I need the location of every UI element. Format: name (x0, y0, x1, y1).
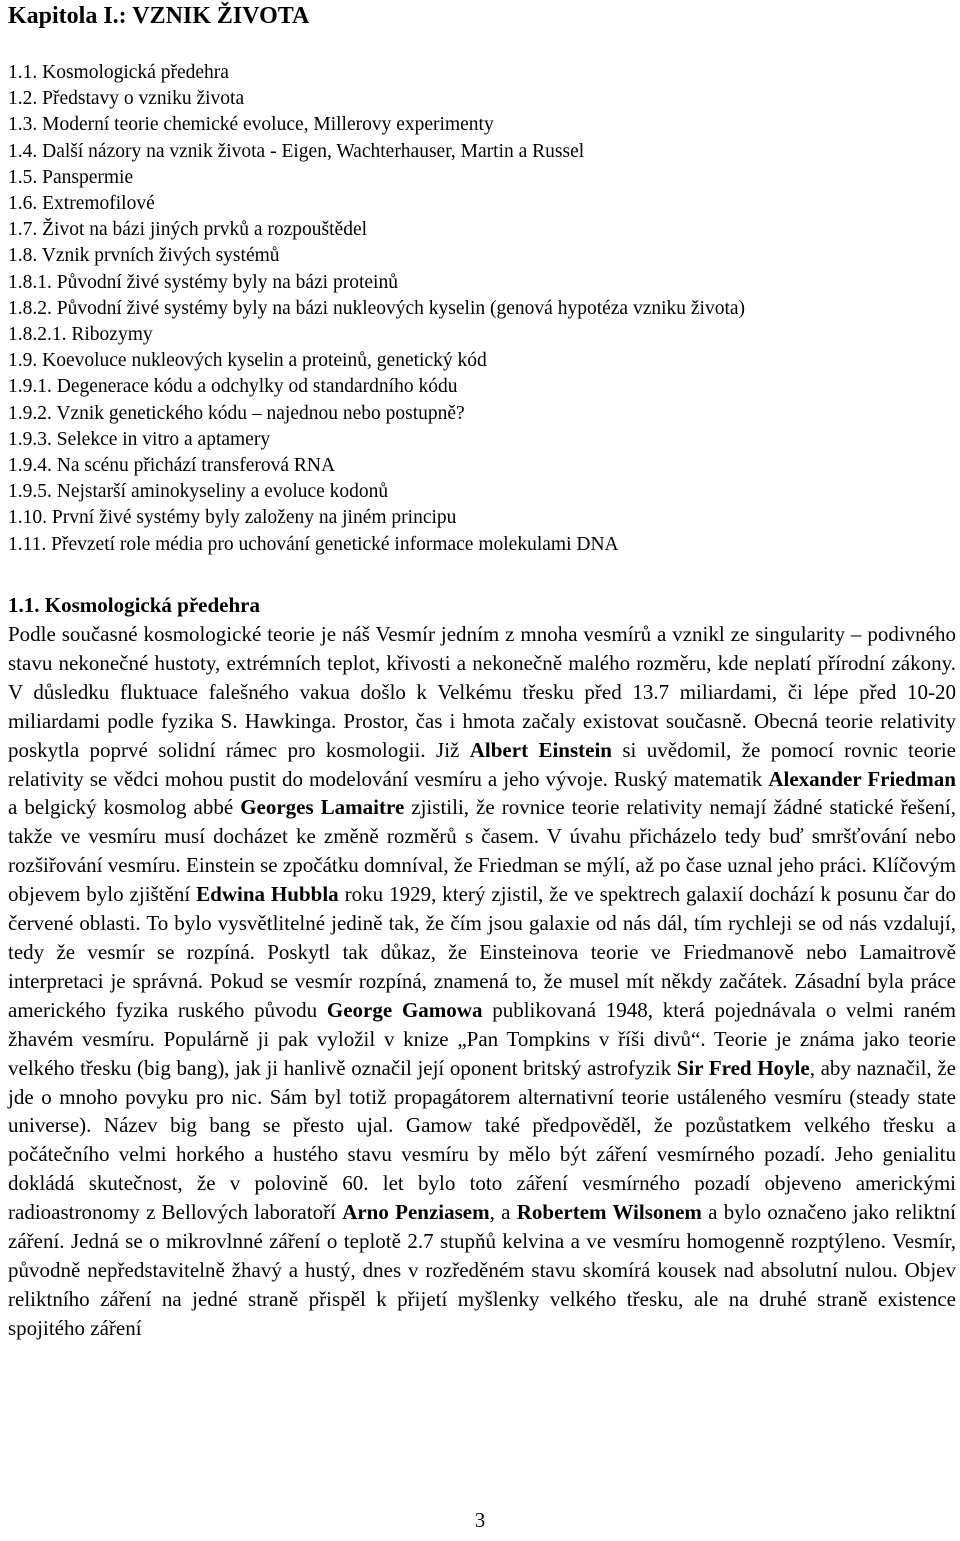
body-paragraph (8, 620, 956, 1343)
bold-name: Albert Einstein (469, 737, 612, 762)
toc-item: 1.10. První živé systémy byly založeny na jiném principu (8, 507, 457, 529)
bold-name: Alexander Friedman (768, 766, 956, 791)
bold-name: Robertem Wilsonem (516, 1200, 702, 1225)
bold-name: George Gamowa (326, 997, 483, 1022)
text-run: a bylo označeno jako reliktní záření. Jedná se o mikrovlnné záření o teplotě 2.7 stupňů kelvina a ve vesmíru homogenně rozptýleno. Vesmír, původně nepředstavitelně žhavý a hustý, dnes v rozředěném stavu skomírá kousek nad absolutní nulou. Objev reliktního záření na jedné straně přispěl k přijetí myšlenky velkého třesku, ale na druhé straně existence spojitého záření (8, 1200, 957, 1340)
section-heading: 1.1. Kosmologická předehra (8, 593, 260, 617)
text-run: zjistili, že rovnice teorie relativity nemají žádné statické řešení, takže ve vesmíru musí docházet ke změně rozměrů s časem. V úvahu přicházelo tedy buď smršťování nebo rozšiřování vesmíru. Einstein se zpočátku domníval, že Friedman se mýlí, až po čase uznal jeho práci. Klíčovým objevem bylo zjištění (8, 795, 957, 907)
bold-name: Arno Penziasem (342, 1200, 490, 1225)
text-run: , a (489, 1200, 517, 1225)
bold-name: Georges Lamaitre (240, 795, 405, 820)
text-run: publikovaná 1948, která pojednávala o velmi raném žhavém vesmíru. Populárně ji pak vyložil v knize „Pan Tompkins v říši divů“. Teorie je známa jako teorie velkého třesku (big bang), jak ji hanlivě označil její oponent britský astrofyzik (8, 997, 956, 1080)
bold-name: Edwina Hubbla (196, 882, 339, 907)
chapter-title: Kapitola I.: VZNIK ŽIVOTA (8, 3, 310, 29)
table-of-contents (8, 60, 745, 558)
toc-item: 1.4. Další názory na vznik života - Eigen, Wachterhauser, Martin a Russel (8, 140, 585, 162)
toc-item: 1.9. Koevoluce nukleových kyselin a proteinů, genetický kód (8, 350, 487, 372)
text-run: a belgický kosmolog abbé (8, 795, 241, 820)
toc-item: 1.8.1. Původní živé systémy byly na bázi proteinů (8, 271, 398, 293)
toc-item: 1.11. Převzetí role média pro uchování genetické informace molekulami DNA (8, 533, 619, 555)
toc-item: 1.9.5. Nejstarší aminokyseliny a evoluce kodonů (8, 481, 389, 503)
text-run: Podle současné kosmologické teorie je náš Vesmír jedním z mnoha vesmírů a vznikl ze singularity – podivného stavu nekonečné hustoty, extrémních teplot, křivosti a nekonečně malého rozměru, kde neplatí přírodní zákony. V důsledku fluktuace falešného vakua došlo k Velkému třesku před 13.7 miliardami, či lépe před 10-20 miliardami podle fyzika S. Hawkinga. Prostor, čas i hmota začaly existovat současně. Obecná teorie relativity poskytla poprvé solidní rámec pro kosmologii. Již (8, 622, 956, 762)
toc-item: 1.2. Představy o vzniku života (8, 88, 245, 110)
toc-item: 1.8.2.1. Ribozymy (8, 324, 153, 346)
toc-item: 1.7. Život na bázi jiných prvků a rozpouštědel (8, 219, 368, 241)
toc-item: 1.1. Kosmologická předehra (8, 62, 229, 83)
toc-item: 1.8. Vznik prvních živých systémů (8, 245, 280, 267)
toc-item: 1.6. Extremofilové (8, 193, 155, 215)
toc-item: 1.9.4. Na scénu přichází transferová RNA (8, 455, 336, 477)
toc-item: 1.9.3. Selekce in vitro a aptamery (8, 428, 271, 450)
toc-item: 1.8.2. Původní živé systémy byly na bázi nukleových kyselin (genová hypotéza vzniku života) (8, 297, 746, 319)
toc-item: 1.9.1. Degenerace kódu a odchylky od standardního kódu (8, 376, 458, 398)
toc-item: 1.5. Panspermie (8, 166, 134, 188)
text-run: si uvědomil, že pomocí rovnic teorie relativity se vědci mohou pustit do modelování vesmíru a jeho vývoje. Ruský matematik (8, 737, 956, 791)
text-run: roku 1929, který zjistil, že ve spektrech galaxií dochází k posunu čar do červené oblasti. To bylo vysvětlitelné jedině tak, že čím jsou galaxie od nás dál, tím rychleji se od nás vzdalují, tedy že vesmír se rozpíná. Poskytl tak důkaz, že Einsteinova teorie ve Friedmanově nebo Lamaitrově interpretaci je správná. Pokud se vesmír rozpíná, znamená to, že musel mít někdy začátek. Zásadní byla práce amerického fyzika ruského původu (8, 882, 957, 1022)
page-number: 3 (474, 1508, 486, 1532)
bold-name: Sir Fred Hoyle (676, 1055, 810, 1080)
toc-item: 1.9.2. Vznik genetického kódu – najednou nebo postupně? (8, 402, 465, 424)
toc-item: 1.3. Moderní teorie chemické evoluce, Millerovy experimenty (8, 114, 494, 136)
text-run: , aby naznačil, že jde o mnoho povyku pro nic. Sám byl totiž propagátorem alternativní teorie ustáleného vesmíru (steady state universe). Název big bang se přesto ujal. Gamow také předpověděl, že pozůstatkem velkého třesku a počátečního velmi horkého a hustého stavu vesmíru by mělo být záření vesmírného pozadí. Jeho genialitu dokládá skutečnost, že v polovině 60. let bylo toto záření vesmírného pozadí objeveno americkými radioastronomy z Bellových laboratoří (8, 1055, 956, 1225)
